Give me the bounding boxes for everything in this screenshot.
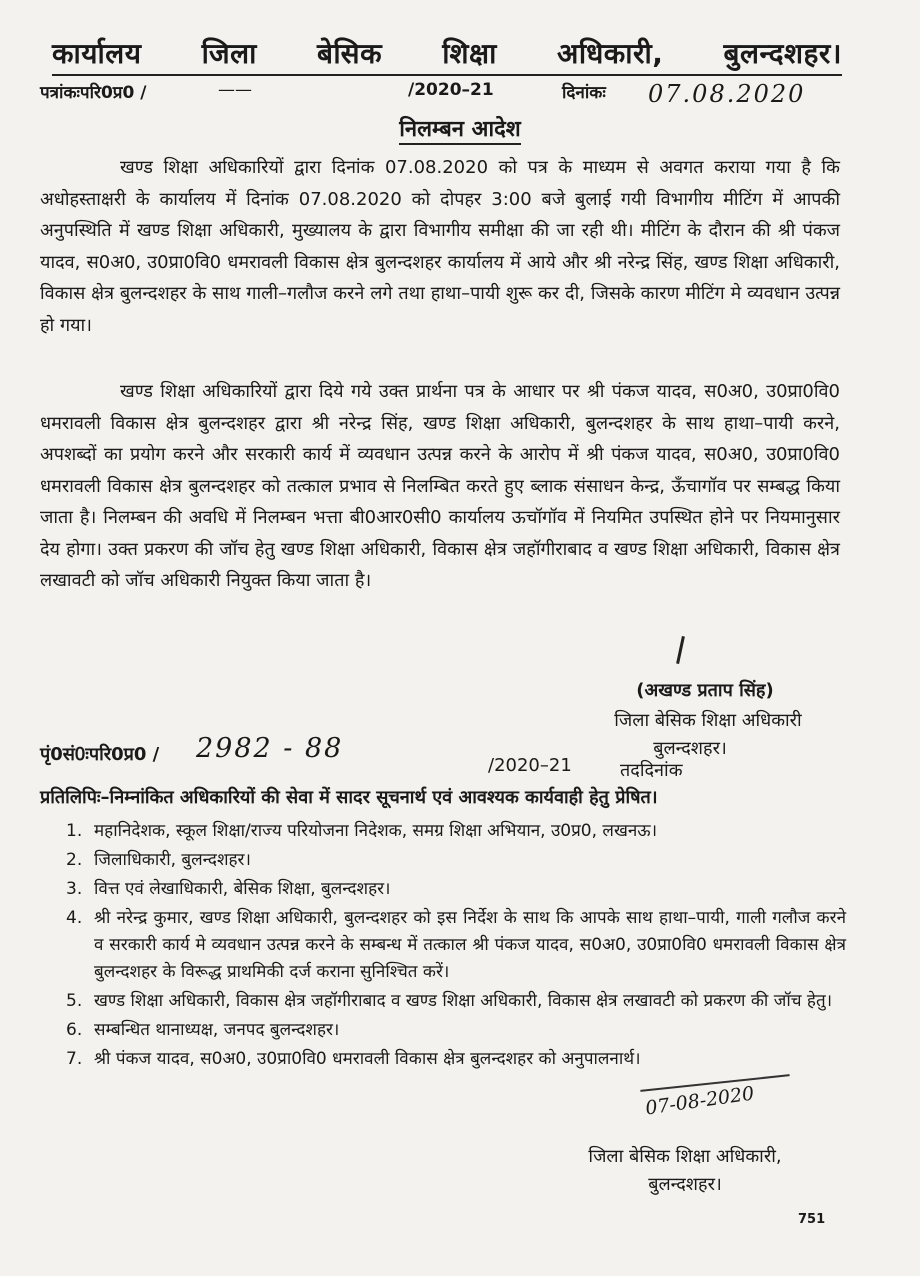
signatory-designation: जिला बेसिक शिक्षा अधिकारी — [614, 710, 802, 731]
paragraph-2: खण्ड शिक्षा अधिकारियों द्वारा दिये गये उक्त प्रार्थना पत्र के आधार पर श्री पंकज यादव, स0अ0, उ0प्रा0वि0 धमरावली विकास क्षेत्र बुलन्दशहर द्वारा श्री नरेन्द्र सिंह, खण्ड शिक्षा अधिकारी, बुलन्दशहर के साथ हाथा–पायी करने, अपशब्दों का प्रयोग करने और सरकारी कार्य में व्यवधान उत्पन्न करने के आरोप में श्री पंकज यादव, स0अ0, उ0प्रा0वि0 धमरावली विकास क्षेत्र बुलन्दशहर को तत्काल प्रभाव से निलम्बित करते हुए ब्लाक संसाधन केन्द्र, ऊँचागॉव पर सम्बद्ध किया जाता है। निलम्बन की अवधि में निलम्बन भत्ता बी0आर0सी0 कार्यालय ऊचॉगॉव में नियमित उपस्थित होने पर नियमानुसार देय होगा। उक्त प्रकरण की जॉच हेतु खण्ड शिक्षा अधिकारी, विकास क्षेत्र जहॉगीराबाद व खण्ड शिक्षा अधिकारी, विकास क्षेत्र लखावटी को जॉच अधिकारी नियुक्त किया जाता है। — [40, 381, 840, 591]
date-label: दिनांकः — [562, 83, 606, 103]
copy-list — [66, 818, 846, 1075]
handwritten-date: 07-08-2020 — [644, 1082, 756, 1120]
ref-year: /2020–21 — [408, 80, 494, 100]
copy-ref-label: पृं0सं0ःपरि0प्र0 / — [40, 744, 160, 765]
copy-ref-number: 2982 - 88 — [196, 733, 344, 764]
signatory-place: बुलन्दशहर। — [653, 738, 727, 759]
list-item: 1. महानिदेशक, स्कूल शिक्षा/राज्य परियोजना निदेशक, समग्र शिक्षा अभियान, उ0प्र0, लखनऊ। — [66, 821, 658, 841]
ref-blank: —— — [218, 80, 252, 100]
copy-same-date: तददिनांक — [620, 760, 683, 781]
signature-mark — [676, 636, 685, 664]
list-item: 4. श्री नरेन्द्र कुमार, खण्ड शिक्षा अधिकारी, बुलन्दशहर को इस निर्देश के साथ कि आपके साथ हाथा–पायी, गाली गलौज करने व सरकारी कार्य मे व्यवधान उत्पन्न करने के सम्बन्ध में तत्काल श्री पंकज यादव, स0अ0, उ0प्रा0वि0 धमरावली विकास क्षेत्र बुलन्दशहर के विरूद्ध प्राथमिकी दर्ज कराना सुनिश्चित करें। — [66, 908, 846, 982]
office-header — [52, 34, 842, 72]
list-item: 2. जिलाधिकारी, बुलन्दशहर। — [66, 850, 251, 870]
header-word: बेसिक — [316, 37, 383, 70]
copy-heading: प्रतिलिपिः–निम्नांकित अधिकारियों की सेवा में सादर सूचनार्थ एवं आवश्यक कार्यवाही हेतु प्रेषित। — [40, 787, 658, 808]
list-item: 7. श्री पंकज यादव, स0अ0, उ0प्रा0वि0 धमरावली विकास क्षेत्र बुलन्दशहर को अनुपालनार्थ। — [66, 1049, 641, 1069]
page-number: 751 — [798, 1212, 826, 1227]
header-word: बुलन्दशहर। — [723, 37, 842, 70]
header-underline — [52, 74, 842, 76]
signatory2-place: बुलन्दशहर। — [648, 1174, 722, 1195]
header-word: कार्यालय — [52, 37, 142, 70]
ref-label: पत्रांकःपरि0प्र0 / — [40, 83, 147, 103]
date-value: 07.08.2020 — [648, 80, 806, 108]
header-word: जिला — [201, 37, 257, 70]
list-item: 3. वित्त एवं लेखाधिकारी, बेसिक शिक्षा, बुलन्दशहर। — [66, 879, 391, 899]
list-item: 5. खण्ड शिक्षा अधिकारी, विकास क्षेत्र जहॉगीराबाद व खण्ड शिक्षा अधिकारी, विकास क्षेत्र लखावटी को प्रकरण की जॉच हेतु। — [66, 991, 833, 1011]
signatory2-designation: जिला बेसिक शिक्षा अधिकारी, — [588, 1146, 782, 1167]
paragraph-1: खण्ड शिक्षा अधिकारियों द्वारा दिनांक 07.08.2020 को पत्र के माध्यम से अवगत कराया गया है कि अधोहस्ताक्षरी के कार्यालय में दिनांक 07.08.2020 को दोपहर 3:00 बजे बुलाई गयी विभागीय मीटिंग में आपकी अनुपस्थिति में खण्ड शिक्षा अधिकारी, मुख्यालय के द्वारा विभागीय समीक्षा की जा रही थी। मीटिंग के दौरान की श्री पंकज यादव, स0अ0, उ0प्रा0वि0 धमरावली विकास क्षेत्र बुलन्दशहर कार्यालय में आये और श्री नरेन्द्र सिंह, खण्ड शिक्षा अधिकारी, विकास क्षेत्र बुलन्दशहर के साथ गाली–गलौज करने लगे तथा हाथा–पायी शुरू कर दी, जिसके कारण मीटिंग मे व्यवधान उत्पन्न हो गया। — [40, 157, 840, 336]
copy-ref-year: /2020–21 — [488, 755, 572, 776]
header-word: अधिकारी, — [556, 37, 664, 70]
order-title: निलम्बन आदेश — [0, 113, 920, 143]
header-word: शिक्षा — [442, 37, 497, 70]
list-item: 6. सम्बन्धित थानाध्यक्ष, जनपद बुलन्दशहर। — [66, 1020, 340, 1040]
signatory-name: (अखण्ड प्रताप सिंह) — [636, 680, 774, 701]
